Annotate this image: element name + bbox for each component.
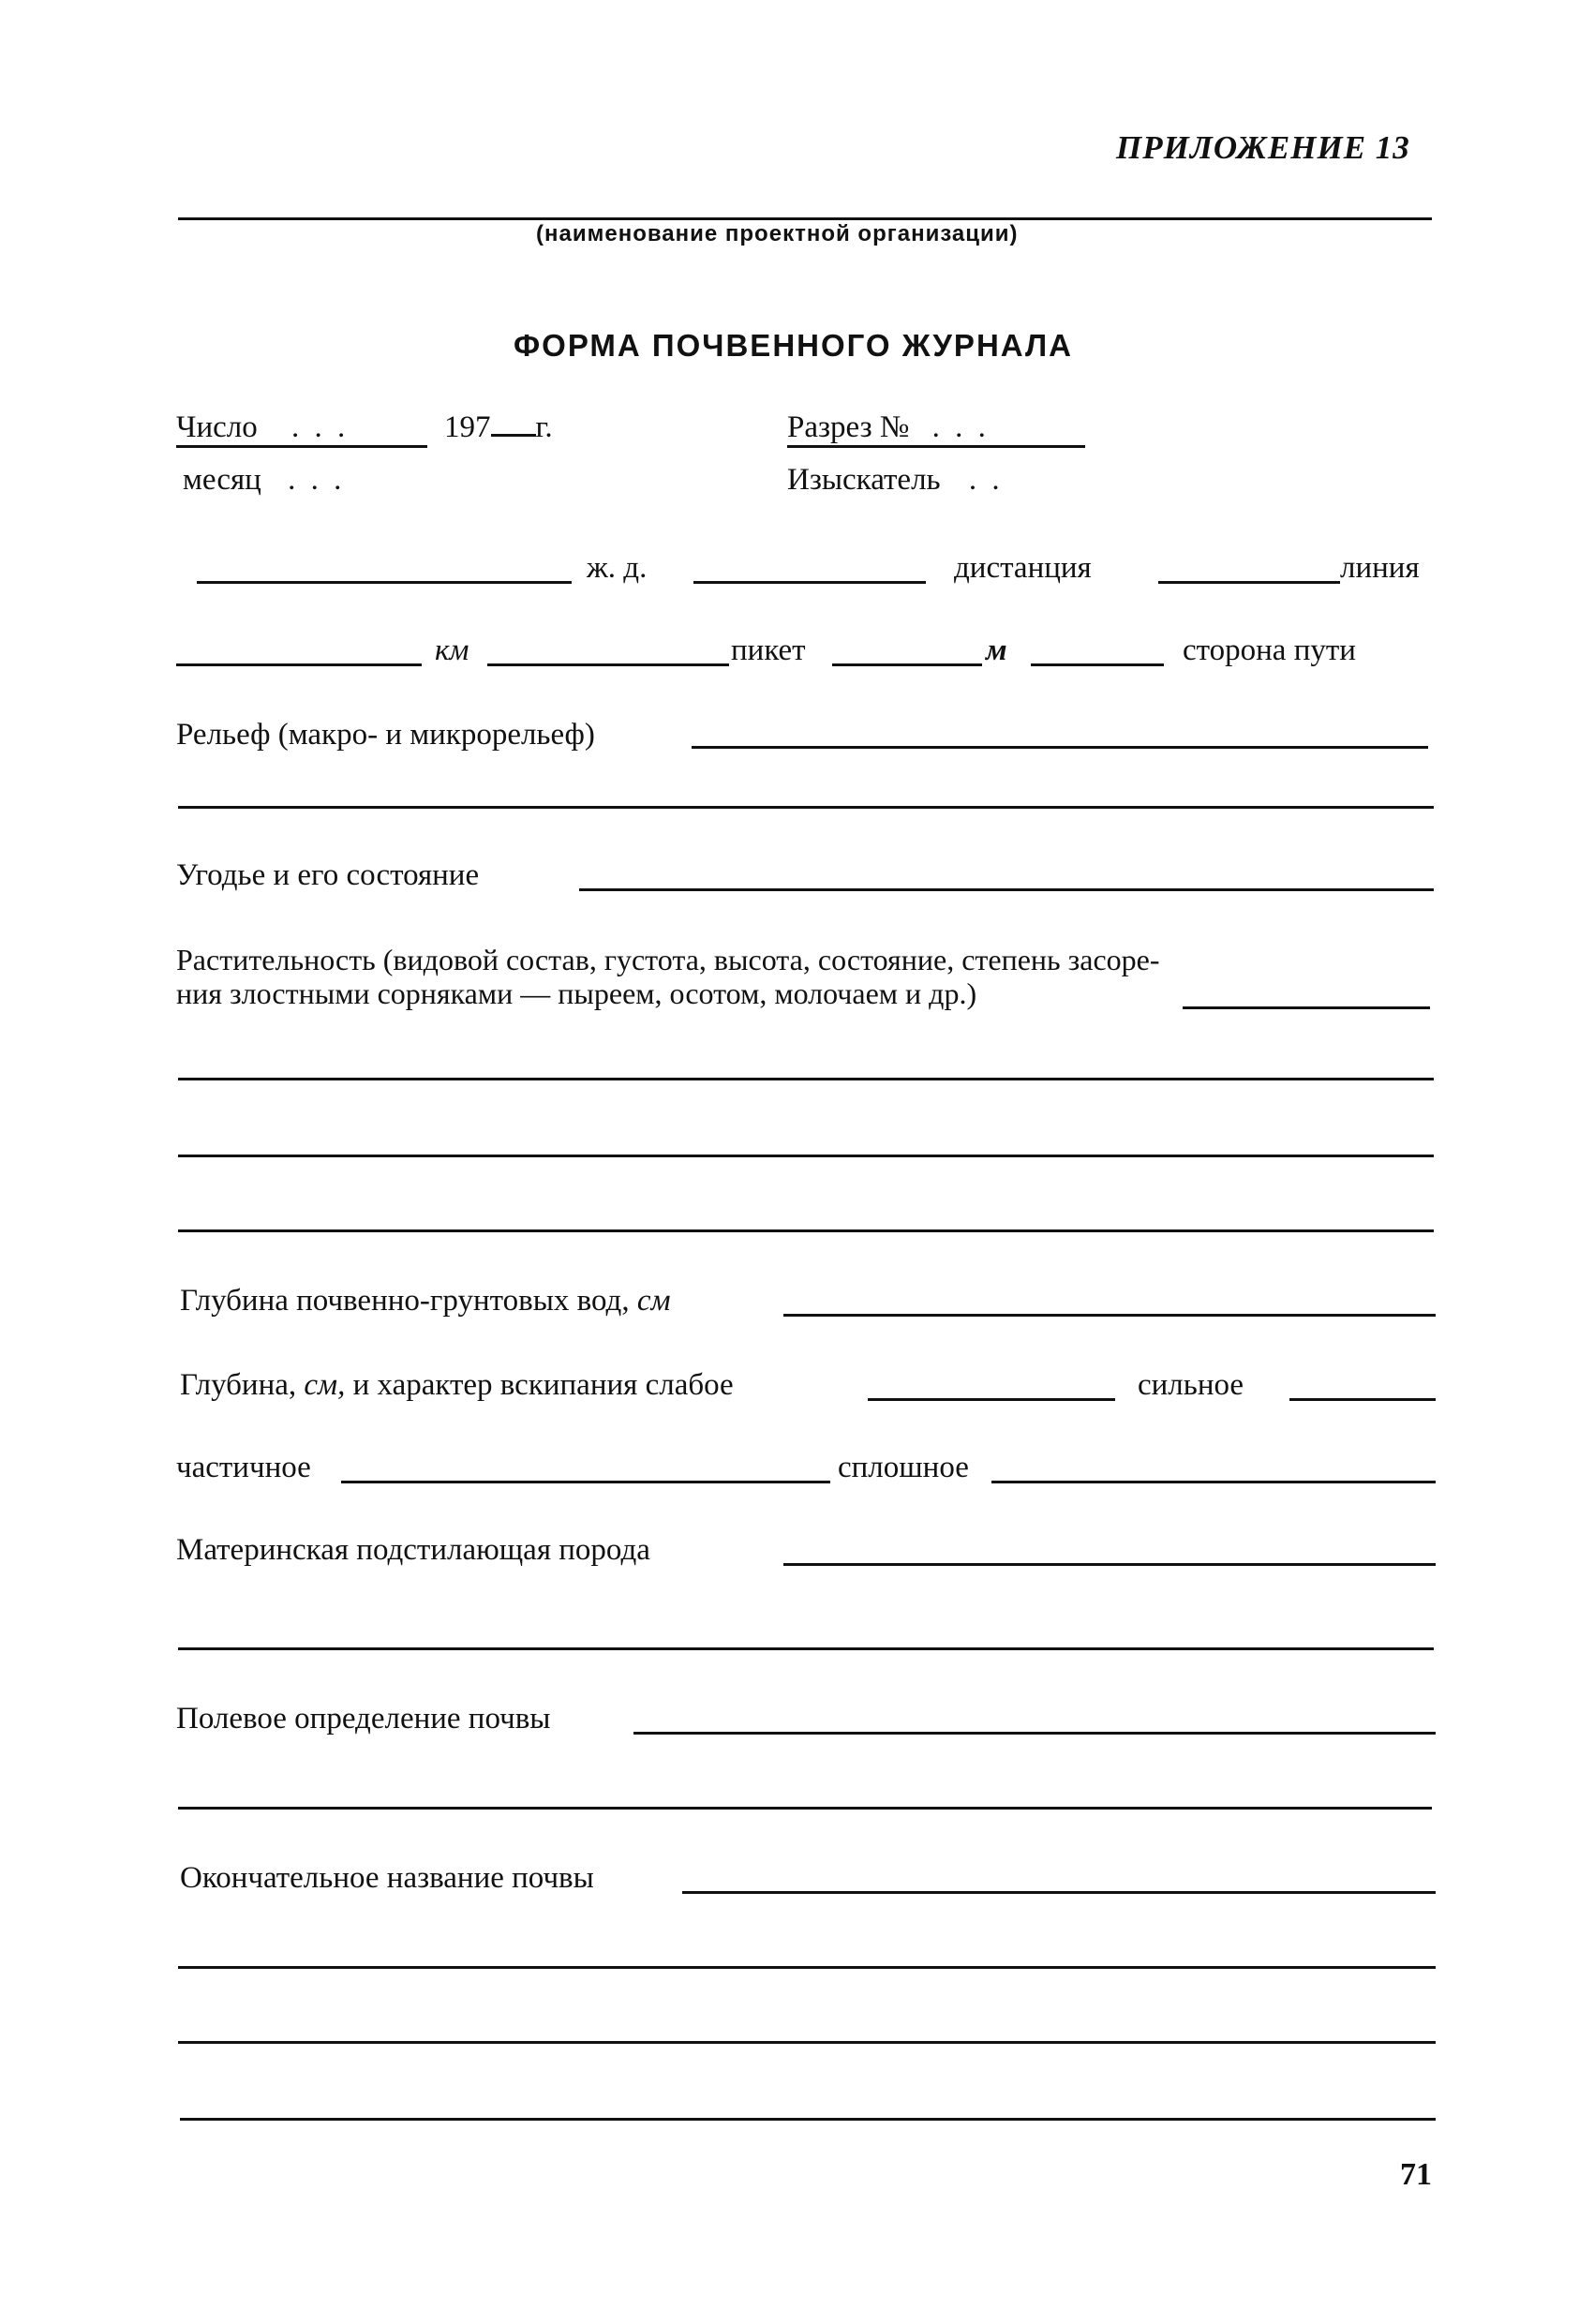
km-label: км xyxy=(435,633,469,667)
cut-label: Разрез № xyxy=(787,410,910,444)
distance-blank xyxy=(693,581,926,584)
strong-label: сильное xyxy=(1138,1368,1244,1402)
m-blank xyxy=(1031,663,1164,666)
parent-rock-label: Материнская подстилающая порода xyxy=(176,1533,650,1567)
org-name-caption: (наименование проектной организации) xyxy=(536,221,1019,246)
distance-label: дистанция xyxy=(954,551,1092,585)
year-prefix: 197 xyxy=(444,410,491,444)
picket-before-blank xyxy=(487,663,729,666)
vegetation-blank-2 xyxy=(178,1078,1434,1080)
month-label: месяц xyxy=(183,463,261,497)
day-label: Число xyxy=(176,410,258,444)
continuous-blank xyxy=(991,1481,1436,1483)
railway-label: ж. д. xyxy=(587,551,648,585)
groundwater-label: Глубина почвенно-грунтовых вод, xyxy=(180,1284,630,1318)
railway-blank xyxy=(197,581,572,584)
cut-number-field xyxy=(787,412,1085,448)
final-name-blank-3 xyxy=(178,2041,1436,2044)
groundwater-unit: см xyxy=(636,1284,671,1318)
day-dots: . . . xyxy=(290,410,350,444)
effervescence-field xyxy=(180,1370,734,1401)
parent-rock-blank-2 xyxy=(178,1647,1434,1650)
m-label: м xyxy=(986,633,1007,667)
vegetation-blank-4 xyxy=(178,1229,1434,1232)
year-suffix: г. xyxy=(535,410,553,444)
effervescence-label-b: и характер вскипания слабое xyxy=(352,1368,734,1402)
year-field xyxy=(444,412,553,443)
surveyor-dots: . . xyxy=(968,463,1004,497)
effervescence-unit: см, xyxy=(304,1368,346,1402)
land-blank xyxy=(579,888,1434,891)
final-name-blank xyxy=(682,1891,1436,1894)
partial-label: частичное xyxy=(176,1451,311,1484)
month-field xyxy=(183,465,345,496)
cut-dots: . . . xyxy=(931,410,990,444)
relief-blank xyxy=(692,746,1428,749)
appendix-label: ПРИЛОЖЕНИЕ 13 xyxy=(1116,129,1410,166)
groundwater-field xyxy=(180,1286,671,1317)
groundwater-blank xyxy=(783,1314,1436,1317)
vegetation-blank xyxy=(1183,1006,1430,1009)
km-blank xyxy=(176,663,422,666)
form-title: ФОРМА ПОЧВЕННОГО ЖУРНАЛА xyxy=(514,328,1073,363)
weak-blank xyxy=(868,1398,1115,1401)
final-name-label: Окончательное название почвы xyxy=(180,1861,594,1895)
org-name-line xyxy=(178,217,1432,220)
surveyor-label: Изыскатель xyxy=(787,463,941,497)
final-name-blank-2 xyxy=(178,1966,1436,1969)
field-definition-label: Полевое определение почвы xyxy=(176,1702,551,1736)
strong-blank xyxy=(1289,1398,1436,1401)
effervescence-label-a: Глубина, xyxy=(180,1368,297,1402)
final-name-blank-4 xyxy=(180,2118,1436,2121)
month-dots: . . . xyxy=(288,463,346,497)
vegetation-label-line1: Растительность (видовой состав, густота, высота, состояние, степень засоре- xyxy=(176,943,1160,976)
picket-label: пикет xyxy=(731,633,806,667)
field-definition-blank-2 xyxy=(178,1807,1432,1810)
year-blank xyxy=(491,434,536,437)
relief-label: Рельеф (макро- и микрорельеф) xyxy=(176,718,595,752)
page-number: 71 xyxy=(1400,2157,1432,2192)
partial-blank xyxy=(341,1481,830,1483)
continuous-label: сплошное xyxy=(838,1451,969,1484)
track-side-label: сторона пути xyxy=(1183,633,1356,667)
day-field xyxy=(176,412,427,448)
land-label: Угодье и его состояние xyxy=(176,858,480,892)
field-definition-blank xyxy=(633,1732,1436,1735)
vegetation-blank-3 xyxy=(178,1155,1434,1157)
surveyor-field xyxy=(787,465,1004,496)
line-blank xyxy=(1158,581,1340,584)
line-label: линия xyxy=(1340,551,1420,585)
picket-blank xyxy=(832,663,982,666)
vegetation-label-line2: ния злостными сорняками — пыреем, осотом, молочаем и др.) xyxy=(176,976,977,1010)
parent-rock-blank xyxy=(783,1563,1436,1566)
relief-blank-2 xyxy=(178,806,1434,809)
